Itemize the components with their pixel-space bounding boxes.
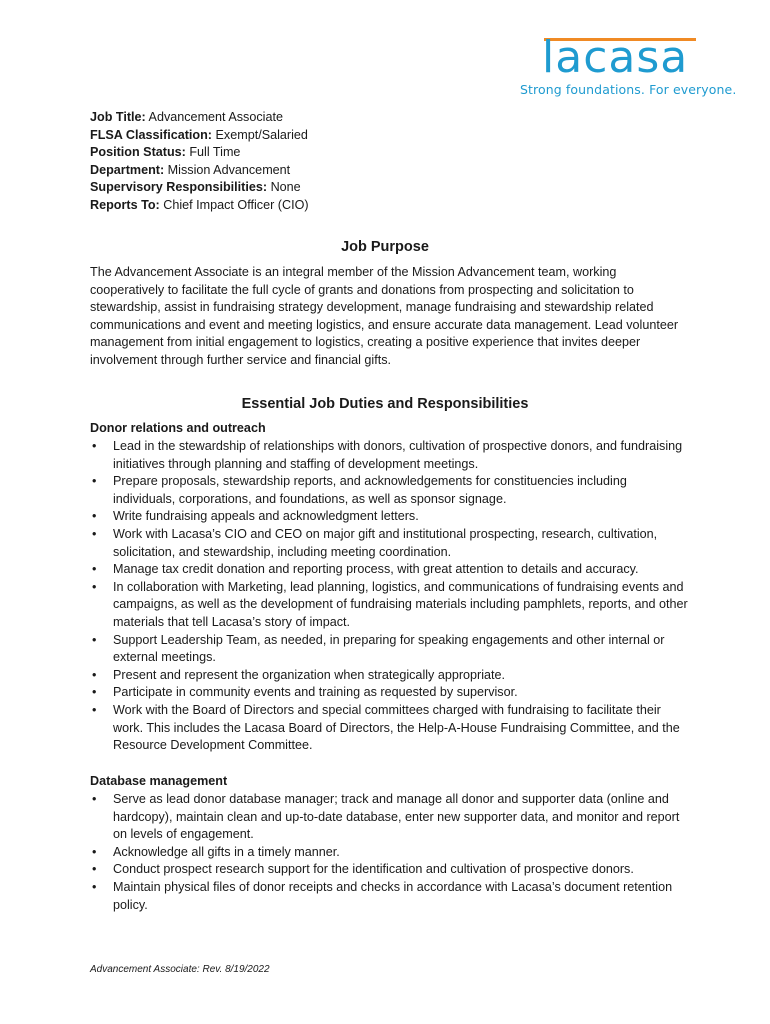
bullet-icon: • xyxy=(92,526,97,541)
list-item xyxy=(90,508,690,526)
meta-label: Reports To: xyxy=(90,197,160,212)
meta-value: Chief Impact Officer (CIO) xyxy=(159,197,309,212)
list-item-text: Manage tax credit donation and reporting process, with great attention to details and accuracy. xyxy=(113,562,639,577)
bullet-icon: • xyxy=(92,879,97,894)
meta-department xyxy=(90,162,309,180)
bullet-icon: • xyxy=(92,702,97,717)
bullet-icon: • xyxy=(92,579,97,594)
bullet-icon: • xyxy=(92,862,97,877)
bullet-icon: • xyxy=(92,844,97,859)
list-item xyxy=(90,632,690,667)
meta-reports-to xyxy=(90,197,309,215)
bullet-icon: • xyxy=(92,685,97,700)
database-management-list xyxy=(90,791,690,914)
list-item-text: In collaboration with Marketing, lead planning, logistics, and communications of fundraising events and campaigns, as well as the development of fundraising materials including pamphlets, reports, and other materials that tell Lacasa’s story of impact. xyxy=(113,579,688,629)
donor-relations-title: Donor relations and outreach xyxy=(90,421,266,435)
bullet-icon: • xyxy=(92,632,97,647)
meta-position-status xyxy=(90,144,309,162)
list-item xyxy=(90,561,690,579)
meta-value: Exempt/Salaried xyxy=(212,127,308,142)
job-metadata xyxy=(90,109,309,214)
list-item-text: Participate in community events and training as requested by supervisor. xyxy=(113,685,518,700)
list-item-text: Lead in the stewardship of relationships with donors, cultivation of prospective donors, and fundraising initiatives through planning and staffing of development meetings. xyxy=(113,439,683,471)
bullet-icon: • xyxy=(92,474,97,489)
bullet-icon: • xyxy=(92,439,97,453)
list-item-text: Work with Lacasa’s CIO and CEO on major gift and institutional prospecting, research, cultivation, solicitation, and stewardship, including meeting coordination. xyxy=(113,526,658,559)
bullet-icon: • xyxy=(92,792,97,806)
meta-value: Advancement Associate xyxy=(145,110,283,124)
list-item-text: Maintain physical files of donor receipts and checks in accordance with Lacasa’s document retention policy. xyxy=(113,879,673,912)
list-item xyxy=(90,879,690,914)
list-item-text: Acknowledge all gifts in a timely manner. xyxy=(113,844,340,859)
list-item-text: Serve as lead donor database manager; track and manage all donor and supporter data (online and hardcopy), maintain clean and up-to-date database, enter new supporter data, and monitor and report on levels of engagement. xyxy=(113,792,680,842)
meta-label: Position Status: xyxy=(90,145,186,159)
list-item xyxy=(90,579,690,632)
meta-value: Full Time xyxy=(185,145,241,159)
bullet-icon: • xyxy=(92,509,97,524)
meta-label: FLSA Classification: xyxy=(90,127,212,142)
list-item xyxy=(90,526,690,561)
bullet-icon: • xyxy=(92,562,97,577)
list-item-text: Prepare proposals, stewardship reports, and acknowledgements for constituencies including individuals, corporations, and foundations, as well as sponsor signage. xyxy=(113,474,627,506)
database-management-title: Database management xyxy=(90,774,228,788)
list-item-text: Work with the Board of Directors and special committees charged with fundraising to facilitate their work. This includes the Lacasa Board of Directors, the Help-A-House Fundraising Committee, and the Resource Development Committee. xyxy=(113,702,680,753)
meta-job-title xyxy=(90,109,309,127)
lacasa-logo xyxy=(518,32,737,100)
meta-value: Mission Advancement xyxy=(164,162,291,177)
job-purpose-heading: Job Purpose xyxy=(341,239,429,255)
meta-label: Supervisory Responsibilities: xyxy=(90,180,268,194)
list-item xyxy=(90,702,690,755)
list-item xyxy=(90,438,690,473)
list-item xyxy=(90,861,690,879)
list-item-text: Present and represent the organization when strategically appropriate. xyxy=(113,667,506,682)
meta-supervisory xyxy=(90,179,309,197)
meta-flsa xyxy=(90,127,309,145)
list-item xyxy=(90,667,690,685)
list-item-text: Support Leadership Team, as needed, in preparing for speaking engagements and other internal or external meetings. xyxy=(113,632,665,665)
footer-revision: Advancement Associate: Rev. 8/19/2022 xyxy=(90,964,270,975)
list-item xyxy=(90,791,690,844)
list-item-text: Conduct prospect research support for the identification and cultivation of prospective donors. xyxy=(113,862,634,877)
bullet-icon: • xyxy=(92,667,97,682)
list-item xyxy=(90,684,690,702)
donor-relations-list xyxy=(90,438,690,755)
duties-heading: Essential Job Duties and Responsibilities xyxy=(241,396,529,412)
meta-label: Department: xyxy=(90,162,165,177)
logo-wordmark: lacasa xyxy=(542,32,689,83)
meta-value: None xyxy=(267,180,301,194)
job-purpose-text: The Advancement Associate is an integral member of the Mission Advancement team, working cooperatively to facilitate the full cycle of grants and donations from prospecting and solicitation to stewardship, assist in fundraising strategy development, manage fundraising and stewardship related communications and event and meeting logistics, and ensure accurate data management. Lead volunteer management from initial engagement to logistics, creating a positive experience that invites deeper involvement through further service and financial gifts. xyxy=(90,265,679,367)
list-item xyxy=(90,844,690,862)
logo-tagline: Strong foundations. For everyone. xyxy=(520,82,737,97)
list-item-text: Write fundraising appeals and acknowledgment letters. xyxy=(113,509,419,524)
meta-label: Job Title: xyxy=(90,110,146,124)
list-item xyxy=(90,473,690,508)
